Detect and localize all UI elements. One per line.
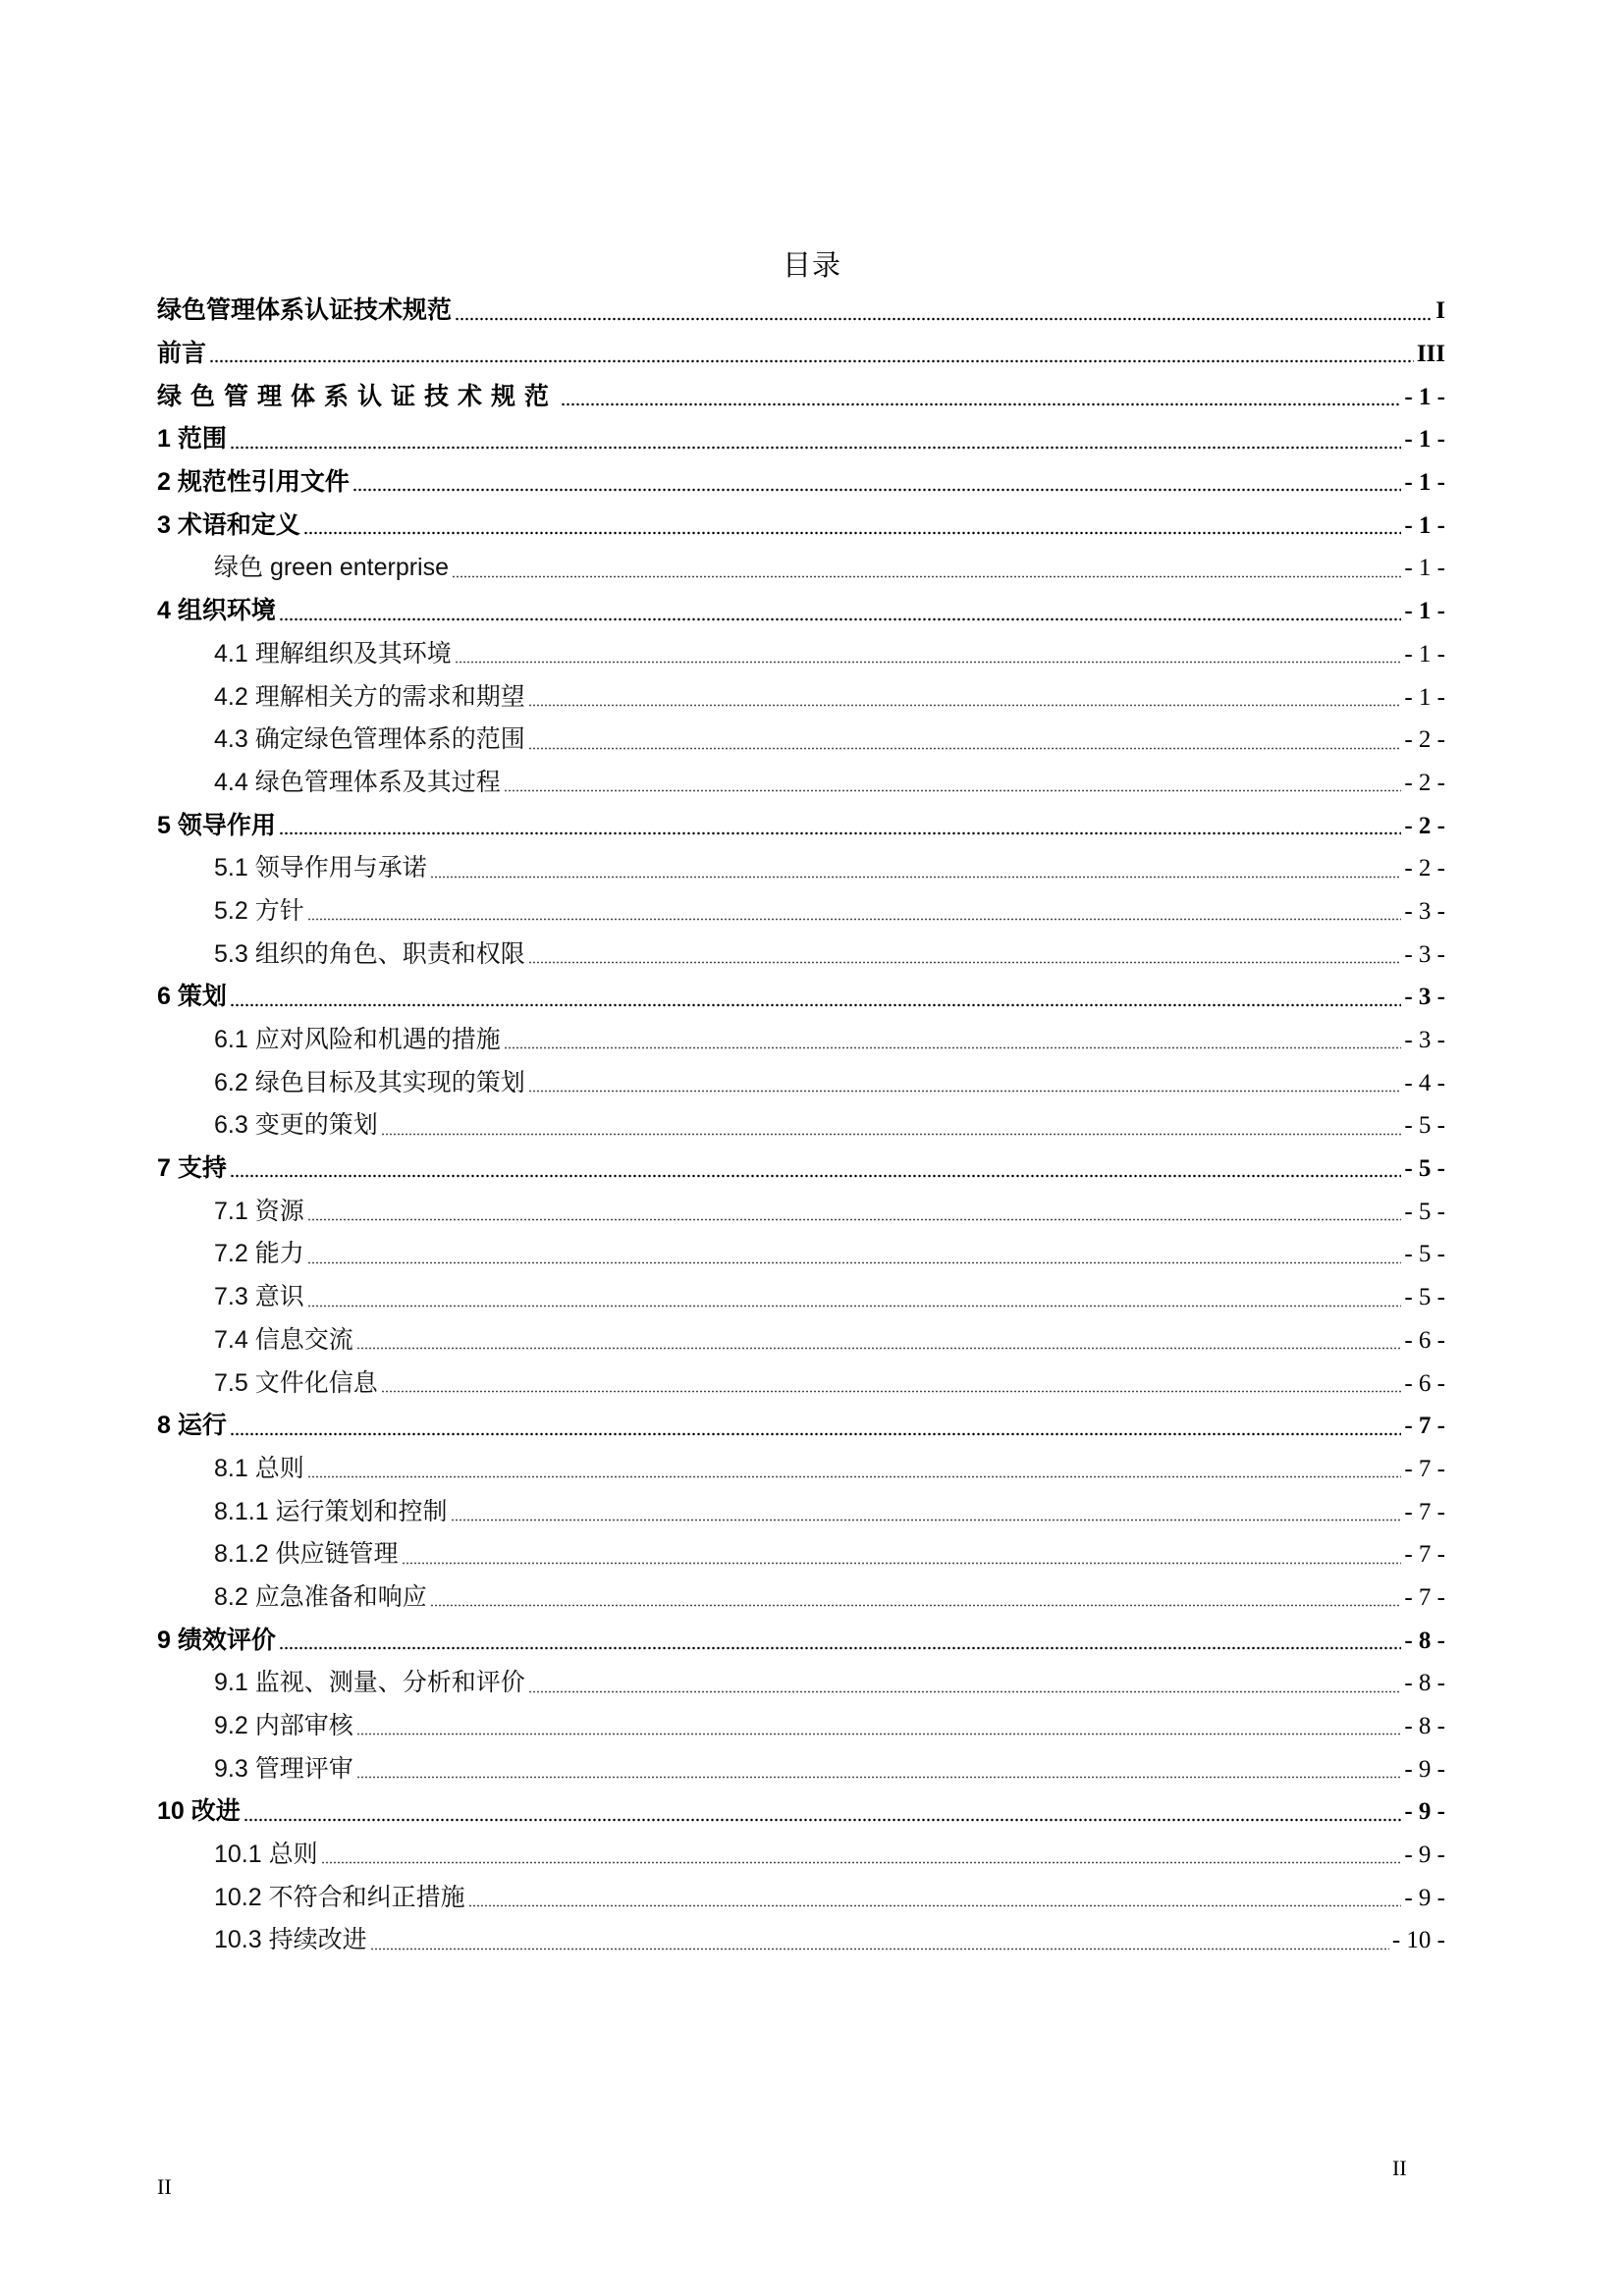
toc-entry-page-number: - 2 - [1404,769,1445,796]
toc-dot-leader [455,307,1433,321]
toc-entry-section[interactable] [157,1876,1445,1919]
toc-dot-leader [528,950,1402,964]
toc-entry-section[interactable] [157,933,1445,976]
toc-dot-leader [381,1379,1402,1393]
toc-entry-page-number: - 8 - [1404,1670,1445,1697]
toc-entry-page-number: - 1 - [1404,426,1445,454]
toc-entry-page-number: - 1 - [1404,511,1445,539]
toc-entry-page-number: - 5 - [1404,1198,1445,1225]
toc-entry-page-number: - 3 - [1404,897,1445,925]
toc-dot-leader [370,1937,1389,1950]
toc-entry-title: 6.2 绿色目标及其实现的策划 [214,1068,525,1096]
toc-title: 目录 [782,248,841,282]
toc-entry-page-number: - 7 - [1404,1413,1445,1440]
toc-dot-leader [468,1894,1402,1907]
toc-entry-title: 9 绩效评价 [157,1626,276,1654]
toc-dot-leader [303,521,1401,535]
toc-entry-title: 7.5 文件化信息 [214,1368,378,1397]
toc-entry-section[interactable] [157,1576,1445,1620]
toc-entry-page-number: - 7 - [1404,1498,1445,1525]
toc-entry-page-number: - 1 - [1404,469,1445,497]
toc-entry-chapter[interactable] [157,418,1445,461]
toc-entry-chapter[interactable] [157,1619,1445,1662]
toc-entry-title: 6 策划 [157,983,227,1011]
toc-entry-title: 6.1 应对风险和机遇的措施 [214,1026,501,1054]
toc-entry-chapter[interactable] [157,461,1445,505]
toc-entry-title: 7.3 意识 [214,1283,304,1311]
toc-entry-page-number: - 3 - [1404,984,1445,1011]
toc-entry-section[interactable] [157,719,1445,762]
toc-dot-leader [452,564,1401,578]
toc-entry-page-number: - 5 - [1404,1112,1445,1140]
toc-entry-page-number: - 7 - [1404,1541,1445,1569]
toc-entry-title: 1 范围 [157,425,227,454]
toc-entry-title: 5 领导作用 [157,811,276,839]
toc-dot-leader [307,1465,1402,1478]
toc-dot-leader [528,736,1402,750]
toc-entry-section[interactable] [157,1662,1445,1705]
toc-dot-leader [455,650,1402,664]
toc-entry-page-number: I [1435,297,1445,325]
toc-entry-section[interactable] [157,762,1445,805]
toc-entry-page-number: - 9 - [1404,1842,1445,1869]
toc-entry-page-number: - 2 - [1404,812,1445,839]
footer-page-number-right: II [1392,2156,1407,2180]
toc-entry-section[interactable] [157,1276,1445,1319]
toc-entry-section[interactable] [157,1319,1445,1362]
toc-entry-page-number: - 4 - [1404,1069,1445,1096]
toc-entry-page-number: - 8 - [1404,1713,1445,1740]
toc-entry-chapter[interactable] [157,976,1445,1019]
toc-entry-page-number: - 9 - [1404,1798,1445,1826]
toc-entry-title: 7.4 信息交流 [214,1325,353,1354]
toc-entry-title: 8.2 应急准备和响应 [214,1582,427,1611]
toc-entry-title: 4.1 理解组织及其环境 [214,639,452,667]
footer-page-number-left: II [157,2174,172,2199]
toc-entry-title: 4.3 确定绿色管理体系的范围 [214,725,525,754]
toc-entry-section[interactable] [157,1019,1445,1062]
toc-entry-page-number: - 2 - [1404,855,1445,882]
toc-dot-leader [356,1336,1402,1350]
toc-entry-section[interactable] [157,1190,1445,1233]
toc-entry-title: 5.1 领导作用与承诺 [214,854,427,882]
toc-entry-chapter[interactable] [157,375,1445,418]
toc-entry-page-number: - 5 - [1404,1155,1445,1183]
toc-entry-page-number: - 2 - [1404,726,1445,754]
toc-dot-leader [430,865,1402,879]
toc-entry-title: 8.1.1 运行策划和控制 [214,1497,448,1525]
toc-entry-section[interactable] [157,1705,1445,1748]
toc-entry-title: 5.2 方针 [214,896,304,925]
toc-dot-leader [230,1164,1401,1178]
toc-entry-chapter[interactable] [157,1148,1445,1191]
toc-entry-title: 4.2 理解相关方的需求和期望 [214,682,525,711]
toc-entry-title: 8 运行 [157,1412,227,1440]
toc-entry-chapter[interactable] [157,504,1445,547]
toc-entry-title: 9.2 内部审核 [214,1712,353,1740]
toc-entry-section[interactable] [157,1233,1445,1276]
toc-entry-chapter[interactable] [157,1790,1445,1834]
toc-entry-page-number: - 5 - [1404,1241,1445,1268]
toc-entry-page-number: - 8 - [1404,1627,1445,1654]
toc-entry-section[interactable] [157,1362,1445,1405]
toc-entry-section[interactable] [157,1747,1445,1790]
toc-entry-page-number: - 3 - [1404,1027,1445,1054]
toc-dot-leader [352,478,1401,492]
toc-dot-leader [528,693,1402,707]
toc-entry-chapter[interactable] [157,333,1445,376]
toc-dot-leader [451,1508,1402,1522]
toc-entry-section[interactable] [157,847,1445,890]
toc-entry-title: 8.1 总则 [214,1454,304,1482]
toc-entry-title: 4.4 绿色管理体系及其过程 [214,768,501,796]
toc-entry-page-number: - 1 - [1404,683,1445,711]
toc-entry-section[interactable] [157,547,1445,590]
toc-entry-chapter[interactable] [157,804,1445,847]
toc-dot-leader [279,608,1401,621]
toc-entry-page-number: - 3 - [1404,940,1445,968]
toc-dot-leader [561,393,1401,406]
toc-entry-title: 4 组织环境 [157,597,276,625]
toc-entry-section[interactable] [157,1104,1445,1148]
toc-entry-page-number: - 10 - [1391,1927,1445,1954]
toc-entry-title: 8.1.2 供应链管理 [214,1540,399,1569]
toc-dot-leader [356,1722,1402,1735]
toc-entry-title: 2 规范性引用文件 [157,468,350,497]
toc-entry-section[interactable] [157,633,1445,676]
toc-dot-leader [230,993,1401,1007]
toc-entry-title: 3 术语和定义 [157,510,300,539]
toc-entry-section[interactable] [157,1490,1445,1533]
toc-entry-section[interactable] [157,1448,1445,1491]
toc-entry-title: 10 改进 [157,1797,241,1826]
toc-entry-title: 7.1 资源 [214,1197,304,1225]
toc-entry-title: 10.3 持续改进 [214,1926,367,1954]
toc-dot-leader [321,1850,1402,1864]
toc-entry-section[interactable] [157,1061,1445,1104]
toc-entry-title: 10.1 总则 [214,1841,318,1869]
toc-entry-chapter[interactable] [157,590,1445,633]
toc-dot-leader [381,1122,1402,1136]
toc-dot-leader [307,907,1402,921]
toc-dot-leader [356,1765,1402,1779]
toc-dot-leader [504,1036,1402,1049]
toc-dot-leader [307,1294,1402,1308]
toc-entry-section[interactable] [157,1834,1445,1877]
toc-dot-leader [209,349,1414,363]
toc-entry-section[interactable] [157,675,1445,719]
toc-entry-title: 7.2 能力 [214,1240,304,1268]
toc-entry-section[interactable] [157,1533,1445,1576]
toc-entry-page-number: - 1 - [1404,598,1445,625]
toc-entry-title: 9.1 监视、测量、分析和评价 [214,1669,525,1697]
toc-dot-leader [528,1079,1402,1093]
toc-dot-leader [528,1680,1402,1693]
toc-dot-leader [307,1251,1402,1264]
toc-entry-title: 绿色管理体系认证技术规范 [157,296,453,325]
toc-entry-title: 前言 [157,340,207,368]
toc-entry-section[interactable] [157,890,1445,934]
toc-entry-section[interactable] [157,1919,1445,1962]
toc-entry-page-number: - 9 - [1404,1884,1445,1911]
toc-dot-leader [307,1207,1402,1221]
toc-dot-leader [244,1808,1402,1822]
toc-dot-leader [230,436,1401,450]
toc-entry-title: 7 支持 [157,1154,227,1183]
toc-entry-chapter[interactable] [157,1405,1445,1448]
toc-dot-leader [279,822,1401,835]
toc-dot-leader [430,1593,1402,1607]
toc-entry-chapter[interactable] [157,290,1445,333]
toc-entry-page-number: - 7 - [1404,1583,1445,1611]
toc-entry-page-number: - 5 - [1404,1284,1445,1311]
toc-entry-page-number: III [1416,341,1445,368]
toc-entry-title: 6.3 变更的策划 [214,1111,378,1140]
toc-entry-page-number: - 6 - [1404,1369,1445,1397]
toc-entry-title: 绿色管理体系认证技术规范 [157,382,559,410]
toc-entry-page-number: - 9 - [1404,1755,1445,1783]
toc-entry-page-number: - 1 - [1404,383,1445,410]
table-of-contents [157,290,1445,1962]
toc-entry-title: 绿色 green enterprise [214,554,450,582]
toc-dot-leader [230,1422,1401,1436]
toc-entry-page-number: - 7 - [1404,1455,1445,1482]
toc-entry-page-number: - 1 - [1404,640,1445,667]
toc-dot-leader [504,778,1402,792]
toc-dot-leader [402,1551,1402,1565]
toc-entry-title: 10.2 不符合和纠正措施 [214,1883,465,1911]
toc-entry-title: 5.3 组织的角色、职责和权限 [214,939,525,968]
toc-entry-page-number: - 6 - [1404,1326,1445,1354]
toc-entry-page-number: - 1 - [1404,555,1445,582]
toc-dot-leader [279,1636,1401,1650]
toc-entry-title: 9.3 管理评审 [214,1754,353,1783]
